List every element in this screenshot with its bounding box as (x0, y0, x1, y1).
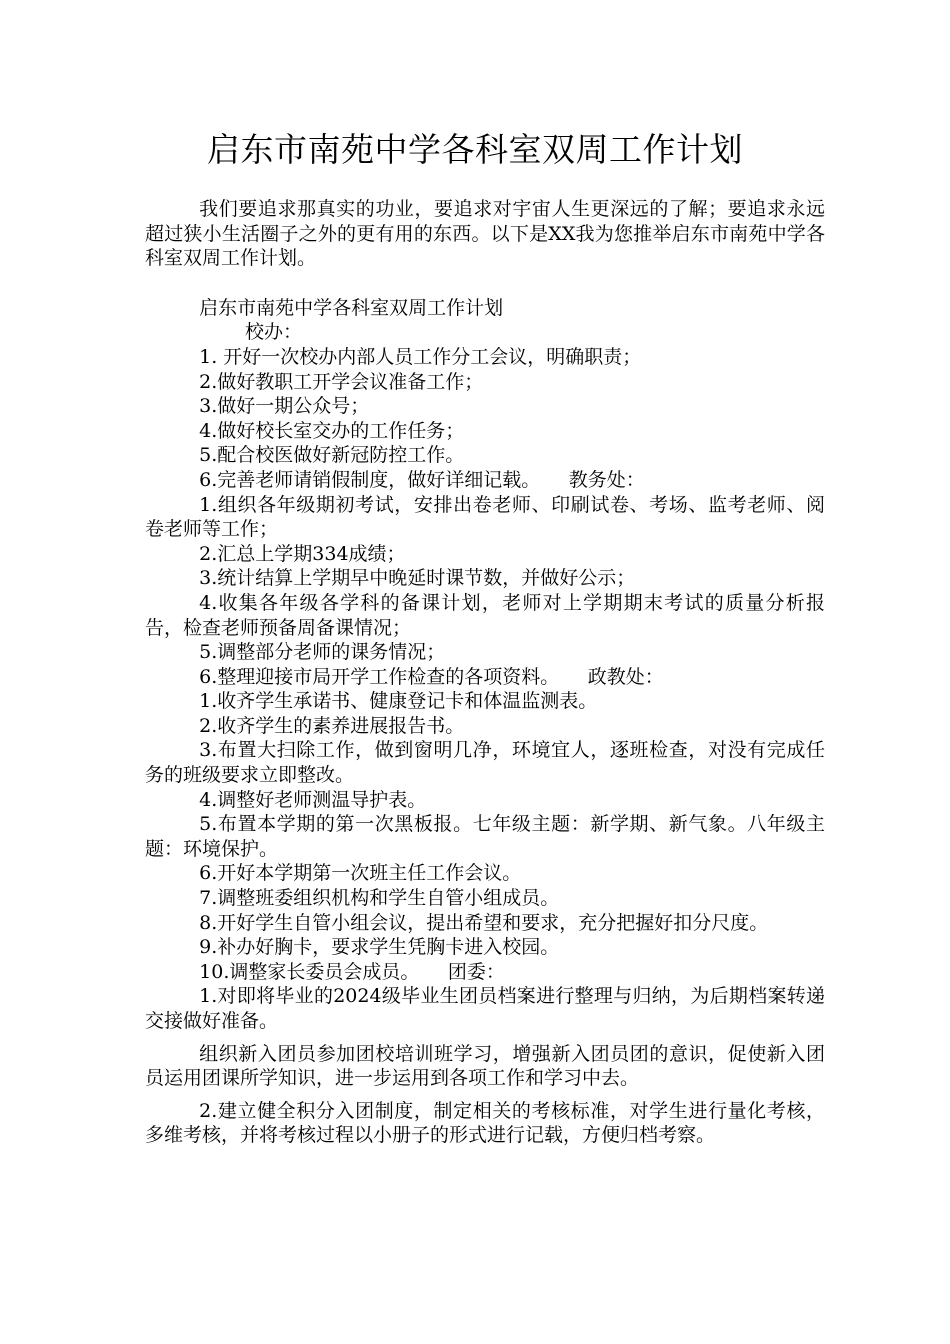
department-heading-school-office: 校办： (245, 321, 303, 344)
list-item: 6.完善老师请销假制度，做好详细记载。 教务处： (199, 468, 645, 491)
list-item: 10.调整家长委员会成员。 团委： (199, 960, 505, 983)
list-item: 2.做好教职工开学会议准备工作； (199, 370, 484, 393)
list-item: 1.收齐学生承诺书、健康登记卡和体温监测表。 (199, 690, 598, 713)
list-item: 5.调整部分老师的课务情况； (199, 641, 446, 664)
list-item: 9.补办好胸卡，要求学生凭胸卡进入校园。 (199, 936, 560, 959)
list-item: 6.整理迎接市局开学工作检查的各项资料。 政教处： (199, 665, 664, 688)
document-body (145, 197, 825, 1148)
list-item: 7.调整班委组织机构和学生自管小组成员。 (199, 887, 560, 910)
list-item: 1.对即将毕业的2024级毕业生团员档案进行整理与归纳，为后期档案转递交接做好准备。 (145, 985, 825, 1032)
list-item: 1.组织各年级期初考试，安排出卷老师、印刷试卷、考场、监考老师、阅卷老师等工作； (145, 493, 825, 541)
list-item: 1. 开好一次校办内部人员工作分工会议，明确职责； (199, 345, 642, 368)
list-item: 3.布置大扫除工作，做到窗明几净，环境宜人，逐班检查，对没有完成任务的班级要求立即整改。 (145, 739, 825, 787)
list-item: 2.建立健全积分入团制度，制定相关的考核标准，对学生进行量化考核，多维考核，并将考核过程以小册子的形式进行记载，方便归档考察。 (145, 1099, 825, 1147)
list-item: 4.做好校长室交办的工作任务； (199, 419, 465, 442)
list-item: 4.调整好老师测温导护表。 (199, 788, 427, 811)
list-item: 5.配合校医做好新冠防控工作。 (199, 444, 465, 467)
list-item: 5.布置本学期的第一次黑板报。七年级主题：新学期、新气象。八年级主题：环境保护。 (145, 813, 825, 860)
list-item: 6.开好本学期第一次班主任工作会议。 (199, 862, 522, 885)
section-heading: 启东市南苑中学各科室双周工作计划 (199, 296, 504, 319)
document-title: 启东市南苑中学各科室双周工作计划 (207, 130, 743, 169)
list-item: 3.做好一期公众号； (199, 395, 370, 418)
list-item: 4.收集各年级各学科的备课计划，老师对上学期期末考试的质量分析报告，检查老师预备周备课情况； (145, 591, 825, 639)
list-item: 2.汇总上学期334成绩； (199, 542, 406, 565)
list-item: 3.统计结算上学期早中晚延时课节数，并做好公示； (199, 567, 636, 590)
list-item: 2.收齐学生的素养进展报告书。 (199, 714, 465, 737)
body-paragraph: 组织新入团员参加团校培训班学习，增强新入团员团的意识，促使新入团员运用团课所学知识，进一步运用到各项工作和学习中去。 (145, 1042, 825, 1090)
intro-paragraph: 我们要追求那真实的功业，要追求对宇宙人生更深远的了解；要追求永远超过狭小生活圈子之外的更有用的东西。以下是XX我为您推举启东市南苑中学各科室双周工作计划。 (145, 198, 825, 270)
list-item: 8.开好学生自管小组会议，提出希望和要求，充分把握好扣分尺度。 (199, 911, 769, 934)
